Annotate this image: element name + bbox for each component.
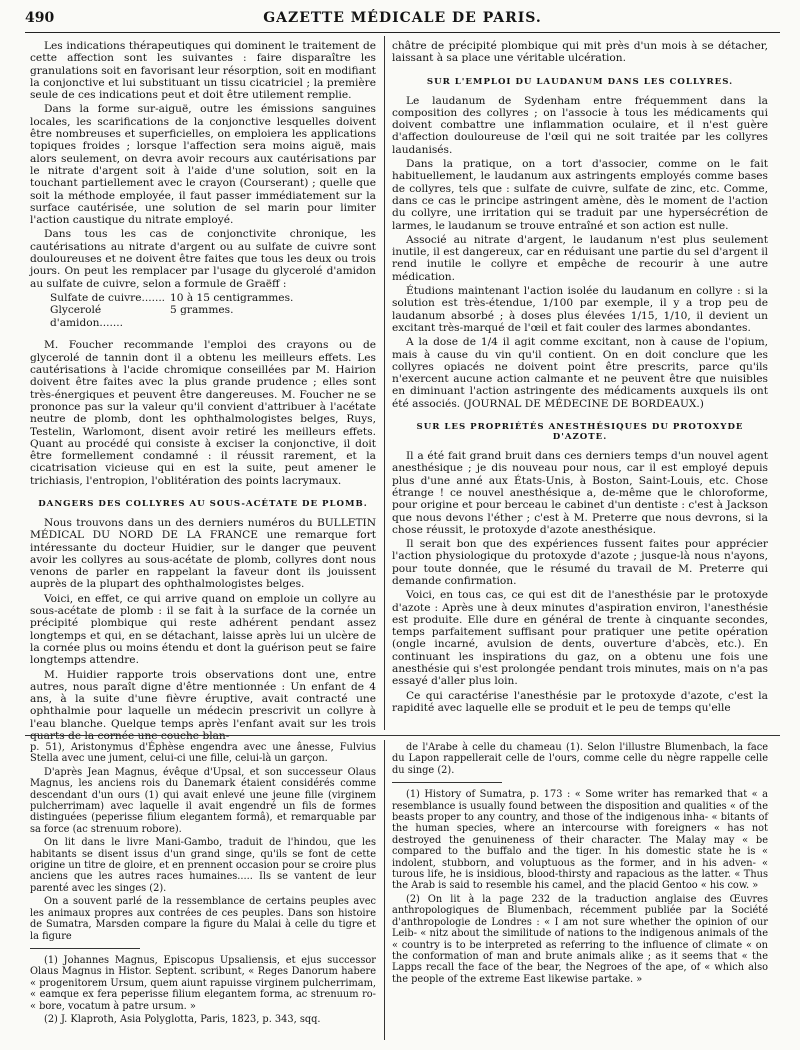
formula-dose: 10 à 15 centigrammes. xyxy=(170,291,294,304)
paragraph: On a souvent parlé de la ressemblance de certains peuples avec les animaux propres aux contrées de ces peuples. Dans son histoire de Sumatra, Marsden compare la figure du Malai à celle du tigre et la figure xyxy=(30,896,376,942)
section-heading: DANGERS DES COLLYRES AU SOUS-ACÉTATE DE PLOMB. xyxy=(38,499,368,509)
paragraph: châtre de précipité plombique qui mit près d'un mois à se détacher, laissant à sa place une véritable ulcération. xyxy=(392,40,768,65)
right-column xyxy=(392,40,768,730)
column-divider xyxy=(384,36,385,730)
paragraph: Dans tous les cas de conjonctivite chronique, les cautérisations au nitrate d'argent ou au sulfate de cuivre sont douloureuses et ne doivent être faites que tous les deux ou trois jours. On peut les remplacer par l'usage du glycerolé d'amidon au sulfate de cuivre, selon a formule de Graëff : xyxy=(30,228,376,290)
bottom-left-column xyxy=(30,742,376,1042)
paragraph: Il a été fait grand bruit dans ces derniers temps d'un nouvel agent anesthésique ; je dis nouveau pour nous, car il est employé depuis plus d'une anné aux États-Unis, à Boston, Saint-Louis, etc. Chose étrange ! ce nouvel anesthésique a, de-même que le chloroforme, pour origine et pour berceau le cabinet d'un dentiste : c'est à Jackson que nous devons l'éther ; c'est à M. Preterre que nous devrons, si la chose réussit, le protoxyde d'azote anesthésique. xyxy=(392,450,768,536)
paragraph: Dans la forme sur-aiguë, outre les émissions sanguines locales, les scarifications de la conjonctive lesquelles doivent être nombreuses et superficielles, on emploiera les applications topiques froides ; lorsque l'affection sera moins aiguë, mais alors seulement, on devra avoir recours aux cautérisations par le nitrate d'argent soit à l'aide d'une solution, soit en la touchant partiellement avec le crayon (Courserant) ; quelle que soit la méthode employée, il faut passer immédiatement sur la surface cautérisée, une solution de sel marin pour limiter l'action caustique du nitrate employé. xyxy=(30,103,376,227)
bottom-right-column xyxy=(392,742,768,1042)
section-heading: SUR LES PROPRIÉTÉS ANESTHÉSIQUES DU PROTOXYDE D'AZOTE. xyxy=(416,422,744,443)
paragraph: Nous trouvons dans un des derniers numéros du BULLETIN MÉDICAL DU NORD DE LA FRANCE une remarque fort intéressante du docteur Huidier, sur le danger que peuvent avoir les collyres au sous-acétate de plomb, collyres dont nous venons de parler en rappelant la faveur dont ils jouissent auprès de la plupart des ophthalmologistes belges. xyxy=(30,517,376,591)
footnote: (2) On lit à la page 232 de la traduction anglaise des Œuvres anthropologiques de Blumenbach, récemment publiée par la Société d'anthropologie de Londres : « I am not sure whether the opinion of our Leib- « nitz about the similitude of nations to the indigenous animals of the « country is to be interpreted as referring to the influence of climate « on the conformation of man and brute animals alike ; as it seems that « the Lapps recall the face of the bear, the Negroes of the ape, of « which also the people of the extreme East likewise partake. » xyxy=(392,893,768,985)
paragraph: M. Huidier rapporte trois observations dont une, entre autres, nous paraît digne d'être mentionnée : Un enfant de 4 ans, à la suite d'une fièvre éruptive, avait contracté une ophthalmie pour laquelle un médecin prescrivit un collyre à l'eau blanche. Quelque temps après l'enfant avait sur les trois quarts de la cornée une couche blan- xyxy=(30,668,376,743)
paragraph: Le laudanum de Sydenham entre fréquemment dans la composition des collyres ; on l'associe à tous les médicaments qui doivent combattre une inflammation oculaire, et il n'est guère d'affection douloureuse de l'œil qui ne soit traitée par les collyres laudanisés. xyxy=(392,94,768,156)
footnote-rule xyxy=(30,948,140,949)
footnote: (1) History of Sumatra, p. 173 : « Some writer has remarked that « a resemblance is usually found between the disposition and qualities « of the beasts proper to any country, and those of the indigenous inha- « bitants of the human species, where an intercourse with foreigners « has not destroyed the genuineness of their character. The Malay may « be compared to the buffalo and the tiger. In his domestic state he is « indolent, stubborn, and voluptuous as the former, and in his adven- « turous life, he is insidious, blood-thirsty and rapacious as the latter. « Thus the Arab is said to resemble his camel, and the placid Gentoo « his cow. » xyxy=(392,789,768,892)
section-separator xyxy=(25,735,780,736)
formula-ingredient: Sulfate de cuivre....... xyxy=(50,291,166,304)
journal-title: GAZETTE MÉDICALE DE PARIS. xyxy=(263,10,542,26)
paragraph: Associé au nitrate d'argent, le laudanum n'est plus seulement inutile, il est dangereux, car en réduisant une partie du sel d'argent il rend inutile le collyre et empêche de recourir à une autre médication. xyxy=(392,233,768,283)
paragraph: Les indications thérapeutiques qui dominent le traitement de cette affection sont les suivantes : faire disparaître les granulations soit en favorisant leur résorption, soit en modifiant la conjonctive et lui substituant un tissu cicatriciel ; la première seule de ces indications peut et doit être utilement remplie. xyxy=(30,40,376,102)
page-number: 490 xyxy=(25,10,55,26)
paragraph: Il serait bon que des expériences fussent faites pour apprécier l'action physiologique du protoxyde d'azote ; jusque-là nous n'ayons, pour toute donnée, que le résumé du travail de M. Preterre qui demande confirmation. xyxy=(392,538,768,587)
left-column xyxy=(30,40,376,743)
paragraph: On lit dans le livre Mani-Gambo, traduit de l'hindou, que les habitants se disent issus d'un grand singe, qu'ils se font de cette origine un titre de gloire, et en prennent occasion pour se croire plus anciens que les autres races humaines..... Ils se vantent de leur parenté avec les singes (2). xyxy=(30,837,376,894)
paragraph: Étudions maintenant l'action isolée du laudanum en collyre : si la solution est très-étendue, 1/100 par exemple, il y a trop peu de laudanum absorbé ; à doses plus élevées 1/15, 1/10, il devient un excitant très-marqué de l'œil et fait couler des larmes abondantes. xyxy=(392,285,768,334)
paragraph: Dans la pratique, on a tort d'associer, comme on le fait habituellement, le laudanum aux astringents employés comme bases de collyres, tels que : sulfate de cuivre, sulfate de zinc, etc. Comme, dans ce cas le principe astringent amène, dès le moment de l'action du collyre, une irritation qui se traduit par une hypersécrétion de larmes, le laudanum se trouve entraîné et son action est nulle. xyxy=(392,158,768,232)
page-header xyxy=(25,8,780,30)
paragraph: M. Foucher recommande l'emploi des crayons ou de glycerolé de tannin dont il a obtenu les meilleurs effets. Les cautérisations à l'acide chromique conseillées par M. Hairion doivent être faites avec la plus grande prudence ; elles sont très-énergiques et peuvent être dangereuses. M. Foucher ne se prononce pas sur la valeur qu'il convient d'attribuer à l'acétate neutre de plomb, dont les ophthalmologistes belges, Ruys, Testelin, Warlomont, disent avoir retiré les meilleurs effets. Quant au procédé qui consiste à exciser la conjonctive, il doit être formellement condamné : il réussit rarement, et la cicatrisation vicieuse qui en est la suite, peut amener le trichiasis, l'entropion, l'oblitération des points lacrymaux. xyxy=(30,339,376,487)
formula-line xyxy=(50,304,376,329)
header-rule xyxy=(25,32,780,33)
paragraph: D'après Jean Magnus, évêque d'Upsal, et son successeur Olaus Magnus, les anciens rois du Danemark étaient considérés comme descendant d'un ours (1) qui avait enlevé une jeune fille (virginem pulcherrimam) avec laquelle il avait engendré un fils de formes distinguées (peperisse filium elegantem formâ), et remarquable par sa force (ac strenuum robore). xyxy=(30,766,376,835)
paragraph: de l'Arabe à celle du chameau (1). Selon l'illustre Blumenbach, la face du Lapon rappellerait celle de l'ours, comme celle du nègre rappelle celle du singe (2). xyxy=(392,742,768,776)
paragraph: p. 51), Aristonymus d'Éphèse engendra avec une ânesse, Fulvius Stella avec une jument, celui-ci une fille, celui-là un garçon. xyxy=(30,742,376,765)
formula-line xyxy=(50,292,376,305)
footnote: (2) J. Klaproth, Asia Polyglotta, Paris, 1823, p. 343, sqq. xyxy=(44,1013,321,1025)
footnote-rule xyxy=(392,782,502,783)
paragraph: Voici, en effet, ce qui arrive quand on emploie un collyre au sous-acétate de plomb : il se fait à la surface de la cornée un précipité plombique qui reste adhérent pendant assez longtemps et qui, en se détachant, laisse après lui un ulcère de la cornée plus ou moins étendu et dont la guérison peut se faire longtemps attendre. xyxy=(30,592,376,667)
formula-dose: 5 grammes. xyxy=(170,304,234,317)
column-divider xyxy=(384,740,385,1040)
paragraph: Voici, en tous cas, ce qui est dit de l'anesthésie par le protoxyde d'azote : Après une à deux minutes d'aspiration environ, l'anesthésie est produite. Elle dure en général de trente à cinquante secondes, temps parfaitement suffisant pour pratiquer une petite opération (ongle incarné, avulsion de dents, ouverture d'abcès, etc.). En continuant les inspirations du gaz, on a obtenu une fois une anesthésie qui s'est prolongée pendant trois minutes, mais on n'a pas essayé d'aller plus loin. xyxy=(392,589,768,688)
paragraph: A la dose de 1/4 il agit comme excitant, non à cause de l'opium, mais à cause du vin qu'il contient. On en doit conclure que les collyres opiacés ne doivent point être prescrits, parce qu'ils n'exercent aucune action calmante et ne peuvent être que nuisibles en diminuant l'action astringente des médicaments auxquels ils ont été associés. (JOURNAL DE MÉDECINE DE BORDEAUX.) xyxy=(392,336,768,410)
footnote: (1) Johannes Magnus, Episcopus Upsaliensis, et ejus successor Olaus Magnus in Histor. Septent. scribunt, « Reges Danorum habere « progenitorem Ursum, quem aiunt rapuisse virginem pulcherrimam, « eamque ex fera peperisse filium elegantem forma, ac strenuum ro- « bore, vocatum à patre ursum. » xyxy=(30,954,376,1012)
paragraph: Ce qui caractérise l'anesthésie par le protoxyde d'azote, c'est la rapidité avec laquelle elle se produit et le peu de temps qu'elle xyxy=(392,689,768,714)
formula-ingredient: Glycerolé d'amidon....... xyxy=(50,304,123,329)
section-heading: SUR L'EMPLOI DU LAUDANUM DANS LES COLLYRES. xyxy=(426,76,734,87)
